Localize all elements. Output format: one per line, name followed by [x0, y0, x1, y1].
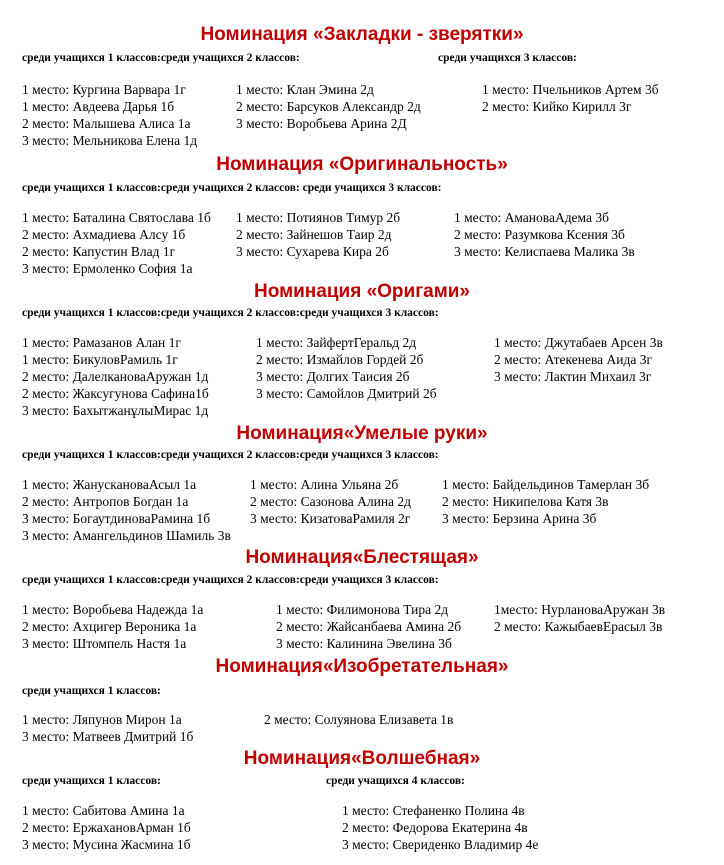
- section-header: среди учащихся 1 классов:среди учащихся 2 классов:: [22, 52, 300, 64]
- winner-entry: 3 место: Воробьева Арина 2Д: [236, 116, 407, 131]
- winner-entry: 2 место: Федорова Екатерина 4в: [342, 820, 528, 835]
- winner-entry: 1 место: Ляпунов Мирон 1а: [22, 712, 182, 727]
- section-title-umelye-ruki: Номинация«Умелые руки»: [236, 423, 488, 444]
- section-header: среди учащихся 1 классов:среди учащихся 2 классов:среди учащихся 3 классов:: [22, 574, 439, 586]
- winner-entry: 2 место: Барсуков Александр 2д: [236, 99, 421, 114]
- section-title-volshebnaya: Номинация«Волшебная»: [243, 748, 481, 769]
- winner-entry: 2 место: Разумкова Ксения 3б: [454, 227, 625, 242]
- section-header: среди учащихся 1 классов:среди учащихся 2 классов:среди учащихся 3 классов:: [22, 449, 439, 461]
- winner-entry: 3 место: Мельникова Елена 1д: [22, 133, 198, 148]
- winner-entry: 3 место: Самойлов Дмитрий 2б: [256, 386, 437, 401]
- winner-entry: 1 место: Потиянов Тимур 2б: [236, 210, 401, 225]
- winner-entry: 3 место: Мусина Жасмина 1б: [22, 837, 191, 852]
- winner-entry: 3 место: Лактин Михаил 3г: [494, 369, 652, 384]
- winner-entry: 2 место: Ахмадиева Алсу 1б: [22, 227, 186, 242]
- winner-entry: 2 место: Малышева Алиса 1а: [22, 116, 191, 131]
- winner-entry: 2 место: ЕржахановАрман 1б: [22, 820, 191, 835]
- winner-entry: 2 место: КажыбаевЕрасыл 3в: [494, 619, 663, 634]
- winner-entry: 1 место: АмановаАдема 3б: [454, 210, 609, 225]
- section-title-izobretatelnaya: Номинация«Изобретательная»: [215, 656, 509, 677]
- winner-entry: 1 место: Рамазанов Алан 1г: [22, 335, 181, 350]
- winner-entry: 2 место: Зайнешов Таир 2д: [236, 227, 392, 242]
- winner-entry: 3 место: Келиспаева Малика 3в: [454, 244, 635, 259]
- winner-entry: 3 место: БогаутдиноваРамина 1б: [22, 511, 211, 526]
- winner-entry: 3 место: БахытжанұлыМирас 1д: [22, 403, 209, 418]
- section-header: среди учащихся 4 классов:: [326, 775, 465, 787]
- winner-entry: 1 место: Алина Ульяна 2б: [250, 477, 399, 492]
- winner-entry: 2 место: Кийко Кирилл 3г: [482, 99, 632, 114]
- winner-entry: 3 место: Калинина Эвелина 3б: [276, 636, 452, 651]
- winner-entry: 1 место: Байдельдинов Тамерлан 3б: [442, 477, 650, 492]
- winner-entry: 1 место: Воробьева Надежда 1а: [22, 602, 204, 617]
- section-title-originalnost: Номинация «Оригинальность»: [216, 154, 508, 175]
- winner-entry: 2 место: ДалелкановаАружан 1д: [22, 369, 209, 384]
- winner-entry: 3 место: Сухарева Кира 2б: [236, 244, 389, 259]
- winner-entry: 3 место: Ермоленко София 1а: [22, 261, 193, 276]
- winner-entry: 1 место: Филимонова Тира 2д: [276, 602, 449, 617]
- section-title-origami: Номинация «Оригами»: [254, 281, 470, 302]
- winner-entry: 1 место: Стефаненко Полина 4в: [342, 803, 525, 818]
- section-title-zakladki: Номинация «Закладки - зверятки»: [200, 24, 524, 45]
- winner-entry: 1 место: Джутабаев Арсен 3в: [494, 335, 663, 350]
- winner-entry: 2 место: Солуянова Елизавета 1в: [264, 712, 454, 727]
- winner-entry: 2 место: Жайсанбаева Амина 2б: [276, 619, 462, 634]
- winner-entry: 1 место: Пчельников Артем 3б: [482, 82, 659, 97]
- winner-entry: 3 место: Свериденко Владимир 4е: [342, 837, 539, 852]
- winner-entry: 1 место: ЖанускановаАсыл 1а: [22, 477, 197, 492]
- section-header: среди учащихся 1 классов:среди учащихся 2 классов:среди учащихся 3 классов:: [22, 307, 439, 319]
- winner-entry: 2 место: Атекенева Аида 3г: [494, 352, 653, 367]
- winner-entry: 3 место: Долгих Таисия 2б: [256, 369, 410, 384]
- section-header: среди учащихся 1 классов:: [22, 685, 161, 697]
- winner-entry: 3 место: Амангельдинов Шамиль 3в: [22, 528, 231, 543]
- winner-entry: 1 место: Кургина Варвара 1г: [22, 82, 186, 97]
- winner-entry: 2 место: Капустин Влад 1г: [22, 244, 176, 259]
- winner-entry: 3 место: Штомпель Настя 1а: [22, 636, 187, 651]
- winner-entry: 2 место: Ахцигер Вероника 1а: [22, 619, 197, 634]
- winner-entry: 1 место: Авдеева Дарья 1б: [22, 99, 175, 114]
- section-header: среди учащихся 3 классов:: [438, 52, 577, 64]
- winner-entry: 3 место: КизатоваРамиля 2г: [250, 511, 411, 526]
- winner-entry: 1место: НурлановаАружан 3в: [494, 602, 666, 617]
- winner-entry: 1 место: БикуловРамиль 1г: [22, 352, 178, 367]
- winner-entry: 3 место: Берзина Арина 3б: [442, 511, 597, 526]
- winner-entry: 2 место: Сазонова Алина 2д: [250, 494, 412, 509]
- winner-entry: 3 место: Матвеев Дмитрий 1б: [22, 729, 194, 744]
- winner-entry: 2 место: Измайлов Гордей 2б: [256, 352, 424, 367]
- section-header: среди учащихся 1 классов:: [22, 775, 161, 787]
- winner-entry: 1 место: Баталина Святослава 1б: [22, 210, 211, 225]
- winner-entry: 2 место: Антропов Богдан 1а: [22, 494, 189, 509]
- winner-entry: 2 место: Жаксугунова Сафина1б: [22, 386, 209, 401]
- section-title-blestyashchaya: Номинация«Блестящая»: [245, 547, 479, 568]
- winner-entry: 1 место: Сабитова Амина 1а: [22, 803, 185, 818]
- winner-entry: 1 место: ЗайфертГеральд 2д: [256, 335, 417, 350]
- section-header: среди учащихся 1 классов:среди учащихся 2 классов: среди учащихся 3 классов:: [22, 182, 442, 194]
- winner-entry: 2 место: Никипелова Катя 3в: [442, 494, 609, 509]
- winner-entry: 1 место: Клан Эмина 2д: [236, 82, 374, 97]
